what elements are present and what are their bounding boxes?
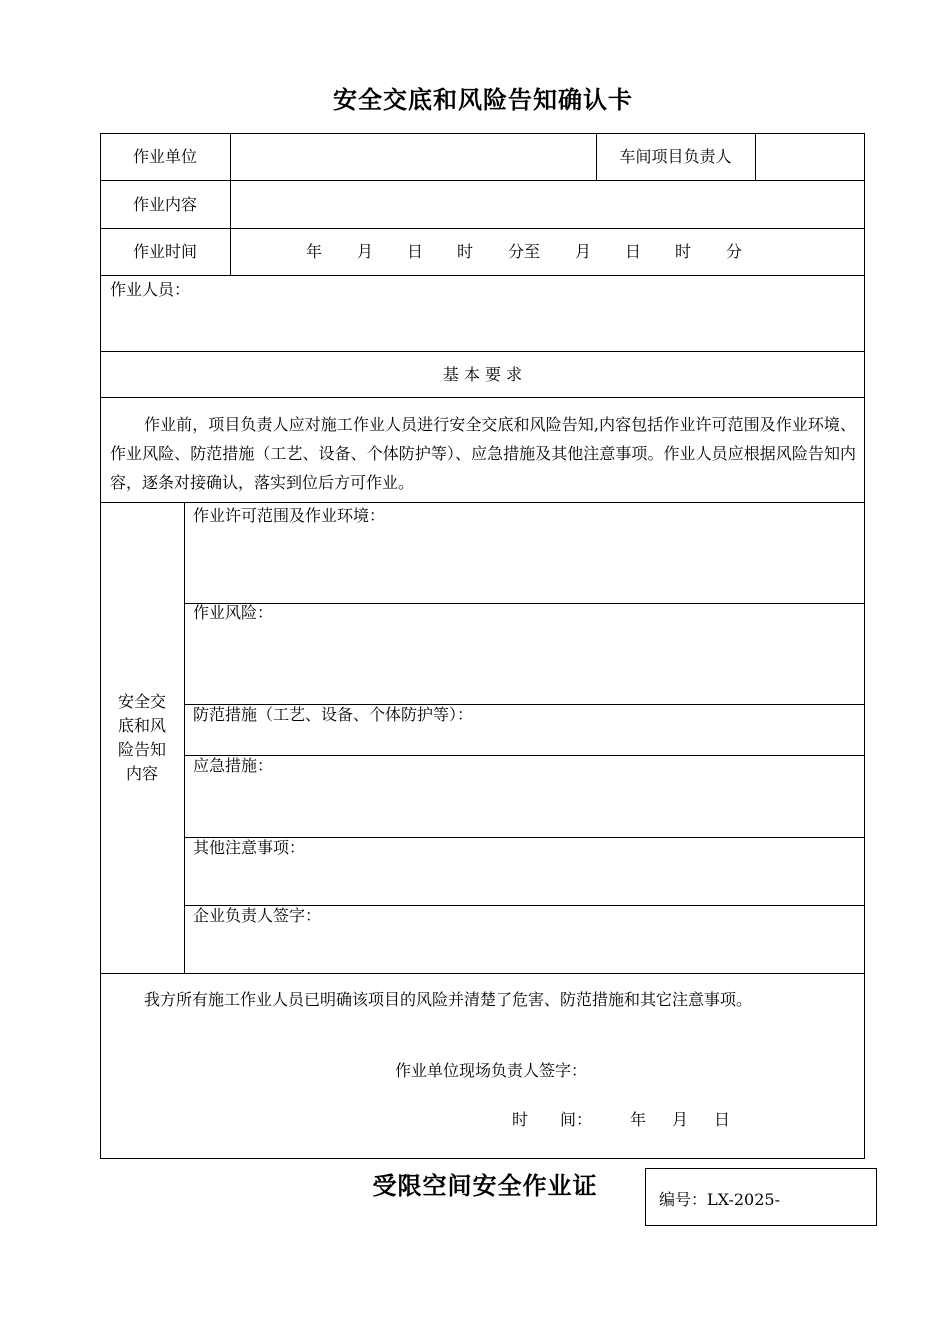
manager-field[interactable] [762, 147, 858, 167]
time-end-month: 月 [575, 242, 592, 261]
form-number: 编号：LX-2025- [659, 1190, 780, 1209]
content-field[interactable] [240, 195, 856, 215]
unit-field[interactable] [240, 147, 586, 167]
work-scope-item: 作业许可范围及作业环境： [193, 506, 386, 525]
unit-label: 作业单位 [132, 147, 197, 166]
form-number-box [645, 1168, 877, 1226]
time-month: 月 [357, 242, 374, 261]
enterprise-signature-item: 企业负责人签字： [193, 906, 322, 925]
emergency-item: 应急措施： [193, 756, 274, 775]
next-form-title: 受限空间安全作业证 [372, 1172, 598, 1200]
site-signature-label: 作业单位现场负责人签字： [395, 1061, 588, 1080]
date-month: 月 [672, 1110, 689, 1129]
work-risk-item: 作业风险： [193, 603, 274, 622]
date-time-label: 时 间： [512, 1110, 593, 1129]
manager-label: 车间项目负责人 [619, 147, 732, 166]
basic-requirements-heading: 基 本 要 求 [442, 365, 523, 384]
time-hour: 时 [457, 242, 474, 261]
date-day: 日 [714, 1110, 731, 1129]
other-notes-item: 其他注意事项： [193, 838, 306, 857]
time-label: 作业时间 [132, 242, 197, 261]
basic-requirements-text: 作业前，项目负责人应对施工作业人员进行安全交底和风险告知,内容包括作业许可范围及作业环境、作业风险、防范措施（工艺、设备、个体防护等）、应急措施及其他注意事项。作业人员应根据风险告知内容，逐条对接确认，落实到位后方可作业。 [110, 415, 856, 492]
time-year: 年 [306, 242, 323, 261]
safety-content-label: 安全交 底和风 险告知 内容 [117, 692, 166, 783]
time-end-minute: 分 [726, 242, 743, 261]
time-day: 日 [407, 242, 424, 261]
prevention-item: 防范措施（工艺、设备、个体防护等）： [193, 705, 474, 724]
date-year: 年 [630, 1110, 647, 1129]
confirmation-statement: 我方所有施工作业人员已明确该项目的风险并清楚了危害、防范措施和其它注意事项。 [144, 990, 753, 1009]
page-title: 安全交底和风险告知确认卡 [333, 86, 633, 114]
time-end-hour: 时 [675, 242, 692, 261]
content-label: 作业内容 [132, 195, 197, 214]
time-end-day: 日 [625, 242, 642, 261]
time-minute-to: 分至 [508, 242, 541, 261]
personnel-label: 作业人员： [110, 280, 191, 299]
